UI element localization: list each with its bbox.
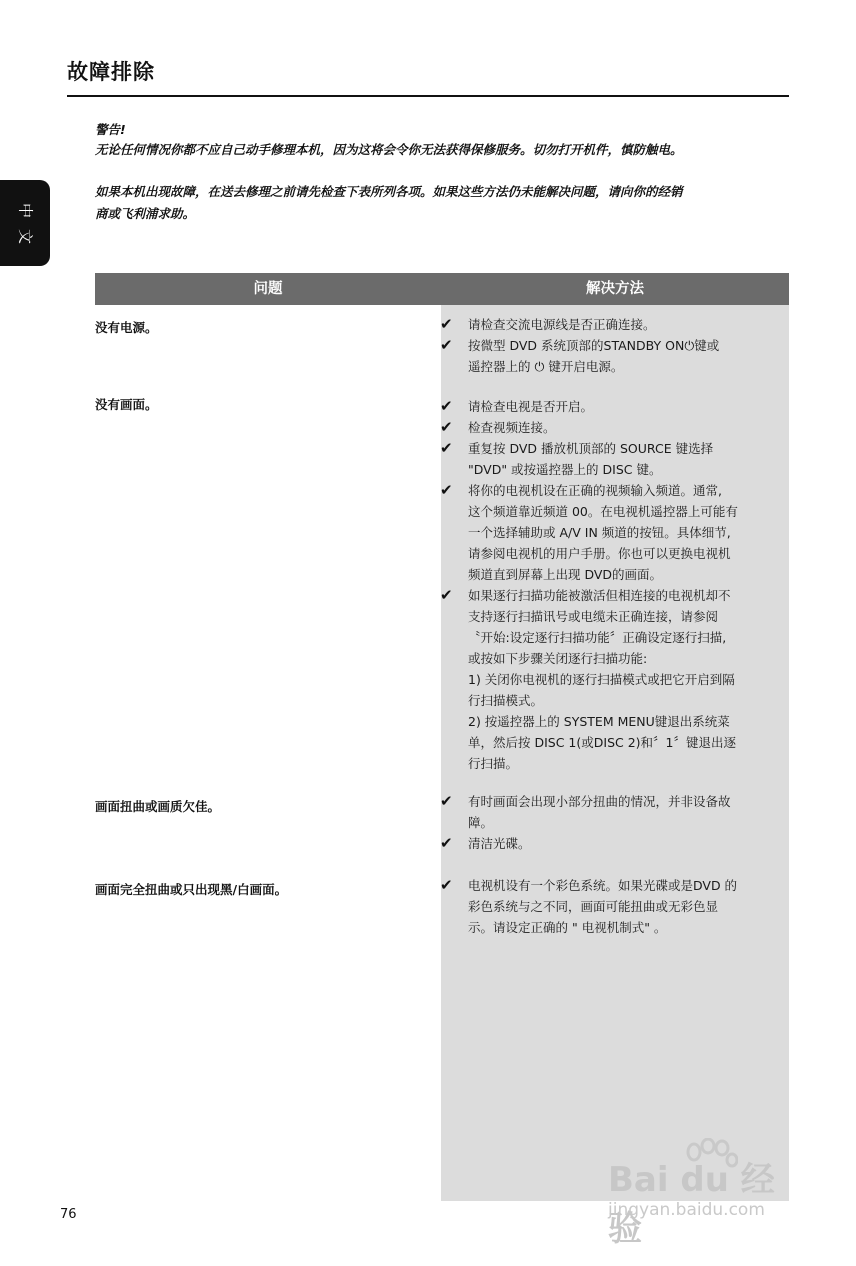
solution-item bbox=[440, 396, 782, 417]
solution-line: 单，然后按 DISC 1(或DISC 2)和〞1〞键退出逐 bbox=[468, 735, 736, 750]
watermark-url: jingyan.baidu.com bbox=[608, 1200, 765, 1220]
solution-line: 一个选择辅助或 A/V IN 频道的按钮。具体细节, bbox=[468, 525, 731, 540]
checkmark-icon: ✔ bbox=[440, 792, 453, 810]
checkmark-icon: ✔ bbox=[440, 876, 453, 894]
solution-line: 行扫描。 bbox=[468, 756, 519, 771]
solution-line: 行扫描模式。 bbox=[468, 693, 544, 708]
warning-text: 无论任何情况你都不应自己动手修理本机，因为这将会令你无法获得保修服务。切勿打开机件，慎防触电。 bbox=[95, 142, 683, 157]
checkmark-icon: ✔ bbox=[440, 418, 453, 436]
solution-item bbox=[440, 335, 782, 377]
checkmark-icon: ✔ bbox=[440, 336, 453, 354]
solution-item bbox=[440, 875, 782, 938]
solution-line: 示。请设定正确的 " 电视机制式" 。 bbox=[468, 920, 667, 935]
solution-line: 检查视频连接。 bbox=[468, 420, 556, 435]
solutions-no-power bbox=[440, 314, 782, 377]
solution-line: 这个频道靠近频道 00。在电视机遥控器上可能有 bbox=[468, 504, 738, 519]
solution-line: 将你的电视机设在正确的视频输入频道。通常, bbox=[468, 483, 722, 498]
checkmark-icon: ✔ bbox=[440, 315, 453, 333]
solutions-no-picture bbox=[440, 396, 782, 774]
solution-line: 请检查交流电源线是否正确连接。 bbox=[468, 317, 656, 332]
solution-line: 重复按 DVD 播放机顶部的 SOURCE 键选择 bbox=[468, 441, 714, 456]
solution-item bbox=[440, 438, 782, 480]
solution-line: 有时画面会出现小部分扭曲的情况，并非设备故 bbox=[468, 794, 731, 809]
problem-distorted-picture: 画面扭曲或画质欠佳。 bbox=[95, 799, 221, 814]
solution-item bbox=[440, 833, 782, 854]
table-header-solution: 解决方法 bbox=[441, 273, 789, 305]
solution-line: 清洁光碟。 bbox=[468, 836, 531, 851]
warning-label: 警告! bbox=[95, 122, 126, 137]
table-header-problem: 问题 bbox=[95, 273, 441, 305]
solution-line: 如果逐行扫描功能被激活但相连接的电视机却不 bbox=[468, 588, 731, 603]
page-title: 故障排除 bbox=[67, 60, 155, 84]
solution-line: 或按如下步骤关闭逐行扫描功能: bbox=[468, 651, 648, 666]
solution-line: 1) 关闭你电视机的逐行扫描模式或把它开启到隔 bbox=[468, 672, 735, 687]
language-tab-char-1: 中 bbox=[16, 202, 35, 218]
checkmark-icon: ✔ bbox=[440, 439, 453, 457]
solution-item bbox=[440, 314, 782, 335]
problem-bw-picture: 画面完全扭曲或只出现黑/白画面。 bbox=[95, 882, 288, 897]
checkmark-icon: ✔ bbox=[440, 586, 453, 604]
solution-line: "DVD" 或按遥控器上的 DISC 键。 bbox=[468, 462, 662, 477]
problem-no-power: 没有电源。 bbox=[95, 320, 158, 335]
solution-line: 彩色系统与之不同，画面可能扭曲或无彩色显 bbox=[468, 899, 719, 914]
language-tab bbox=[0, 180, 50, 266]
solutions-distorted-picture bbox=[440, 791, 782, 854]
checkmark-icon: ✔ bbox=[440, 834, 453, 852]
watermark-brand: Bai du 经验 bbox=[608, 1160, 775, 1249]
solution-line: 请参阅电视机的用户手册。你也可以更换电视机 bbox=[468, 546, 731, 561]
solution-line: 〝开始:设定逐行扫描功能〞正确设定逐行扫描, bbox=[468, 630, 727, 645]
solutions-bw-picture bbox=[440, 875, 782, 938]
problem-no-picture: 没有画面。 bbox=[95, 397, 158, 412]
solution-item bbox=[440, 791, 782, 833]
solution-line: 遥控器上的 ⏻ 键开启电源。 bbox=[468, 359, 624, 374]
solution-line: 电视机设有一个彩色系统。如果光碟或是DVD 的 bbox=[468, 878, 738, 893]
solution-item bbox=[440, 585, 782, 774]
solution-line: 请检查电视是否开启。 bbox=[468, 399, 594, 414]
baidu-watermark bbox=[608, 1138, 808, 1249]
checkmark-icon: ✔ bbox=[440, 481, 453, 499]
intro-text-line-2: 商或飞利浦求助。 bbox=[95, 206, 196, 221]
intro-text-line-1: 如果本机出现故障，在送去修理之前请先检查下表所列各项。如果这些方法仍未能解决问题，请向你的经销 bbox=[95, 184, 683, 199]
page-number: 76 bbox=[60, 1207, 77, 1222]
title-divider bbox=[67, 95, 789, 97]
language-tab-char-2: 文 bbox=[16, 228, 35, 244]
solution-item bbox=[440, 417, 782, 438]
checkmark-icon: ✔ bbox=[440, 397, 453, 415]
solution-line: 支持逐行扫描讯号或电缆未正确连接，请参阅 bbox=[468, 609, 719, 624]
solution-line: 按微型 DVD 系统顶部的STANDBY ON⏻键或 bbox=[468, 338, 720, 353]
solution-line: 频道直到屏幕上出现 DVD的画面。 bbox=[468, 567, 663, 582]
solution-item bbox=[440, 480, 782, 585]
solution-line: 2) 按遥控器上的 SYSTEM MENU键退出系统菜 bbox=[468, 714, 730, 729]
solution-line: 障。 bbox=[468, 815, 494, 830]
